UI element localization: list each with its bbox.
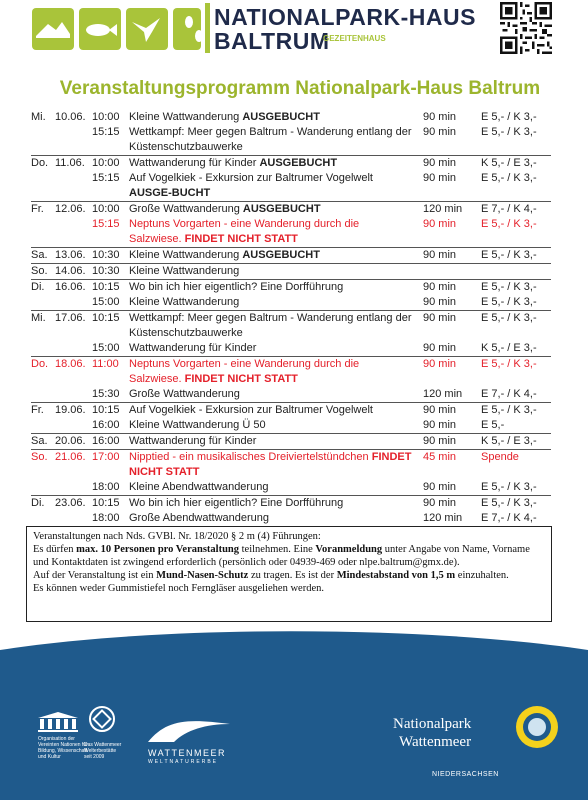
event-price: E 7,- / K 4,- [481, 203, 537, 215]
qr-code-icon [500, 2, 552, 54]
event-title-text: Wattwanderung für Kinder [129, 157, 260, 169]
schedule-row [31, 511, 551, 526]
event-day: Sa. [31, 249, 48, 261]
event-price: E 5,- / K 3,- [481, 218, 537, 230]
event-time: 10:30 [92, 265, 120, 277]
event-duration: 90 min [423, 296, 457, 308]
event-time: 17:00 [92, 451, 120, 463]
schedule-row [31, 495, 551, 511]
brand-location: BALTRUM [214, 28, 330, 54]
event-title [129, 311, 412, 341]
info-text: einzuhalten. [455, 570, 509, 581]
event-status-tag: AUSGEBUCHT [259, 157, 338, 169]
brand-subtitle: GEZEITENHAUS [323, 34, 386, 43]
event-price: E 5,- / K 3,- [481, 111, 537, 123]
event-duration: 90 min [423, 312, 457, 324]
schedule-row [31, 356, 551, 387]
schedule-row [31, 449, 551, 480]
event-duration: 90 min [423, 126, 457, 138]
event-title-text: Große Wattwanderung [129, 388, 240, 400]
event-duration: 90 min [423, 157, 457, 169]
event-date: 20.06. [55, 435, 86, 447]
event-date: 10.06. [55, 111, 86, 123]
event-title-text: Große Wattwanderung [129, 203, 243, 215]
event-time: 10:15 [92, 312, 120, 324]
event-price: E 5,- / K 3,- [481, 296, 537, 308]
info-text: zu tragen. Es ist der [248, 570, 337, 581]
event-day: So. [31, 451, 48, 463]
event-date: 23.06. [55, 497, 86, 509]
event-price: E 5,- / K 3,- [481, 358, 537, 370]
event-duration: 90 min [423, 342, 457, 354]
footprints-icon [173, 8, 201, 50]
event-title-text: Wettkampf: Meer gegen Baltrum - Wanderung entlang der Küstenschutzbauwerke [129, 312, 412, 339]
event-title [129, 202, 412, 217]
event-title [129, 387, 412, 402]
event-status-tag: FINDET NICHT STATT [129, 451, 412, 478]
event-title-text: Kleine Abendwattwanderung [129, 481, 269, 493]
event-time: 15:30 [92, 388, 120, 400]
info-emphasis: Voranmeldung [315, 544, 383, 555]
event-title-text: Kleine Wattwanderung Ü 50 [129, 419, 266, 431]
event-duration: 120 min [423, 203, 463, 215]
schedule-row [31, 263, 551, 279]
event-time: 10:30 [92, 249, 120, 261]
event-title [129, 295, 412, 310]
event-price: K 5,- / E 3,- [481, 435, 537, 447]
schedule-row [31, 110, 551, 125]
event-date: 12.06. [55, 203, 86, 215]
event-day: Sa. [31, 435, 48, 447]
wattenmeer-subtitle: WELTNATURERBE [148, 759, 218, 765]
event-time: 15:15 [92, 126, 120, 138]
event-title-text: Auf Vogelkiek - Exkursion zur Baltrumer Vogelwelt [129, 172, 373, 184]
event-duration: 90 min [423, 172, 457, 184]
info-emphasis: Mund-Nasen-Schutz [156, 570, 249, 581]
event-day: Fr. [31, 203, 44, 215]
event-status-tag: AUSGE-BUCHT [129, 187, 211, 199]
event-date: 14.06. [55, 265, 86, 277]
schedule-row [31, 433, 551, 449]
event-day: So. [31, 265, 48, 277]
event-time: 11:00 [92, 358, 119, 370]
event-title-text: Wo bin ich hier eigentlich? Eine Dorfführung [129, 497, 344, 509]
event-date: 19.06. [55, 404, 86, 416]
event-price: E 5,- / K 3,- [481, 312, 537, 324]
dune-icon [32, 8, 74, 50]
wattenmeer-title: WATTENMEER [148, 748, 226, 758]
schedule-row [31, 247, 551, 263]
info-paragraph [33, 569, 545, 582]
info-emphasis: Mindestabstand von 1,5 m [336, 570, 456, 581]
event-time: 10:15 [92, 497, 120, 509]
event-title [129, 341, 412, 356]
event-time: 10:15 [92, 404, 120, 416]
event-status-tag: AUSGEBUCHT [242, 249, 320, 261]
bird-icon [126, 8, 168, 50]
event-title-text: Neptuns Vorgarten - eine Wanderung durch die Salzwiese. [129, 358, 360, 385]
event-time: 18:00 [92, 512, 120, 524]
event-status-tag: AUSGEBUCHT [242, 203, 321, 215]
event-schedule [31, 110, 551, 526]
info-text: teilnehmen. Eine [239, 544, 316, 555]
schedule-row [31, 295, 551, 310]
wattenmeer-wave-icon [146, 716, 232, 746]
event-title [129, 480, 412, 495]
event-price: E 5,- / K 3,- [481, 172, 537, 184]
event-title [129, 248, 412, 263]
event-time: 15:15 [92, 218, 120, 230]
event-title [129, 125, 412, 155]
info-text: Es dürfen [33, 544, 77, 555]
event-title [129, 434, 412, 449]
schedule-row [31, 217, 551, 247]
event-time: 15:00 [92, 342, 120, 354]
fish-icon [79, 8, 121, 50]
info-text: unter Angabe von Name, Vorname und Kontaktdaten ist zwingend erforderlich (persönlich oder 04939-469 oder nlpe.baltrum@gmx.de). [33, 544, 530, 568]
schedule-row [31, 418, 551, 433]
event-price: E 5,- / K 3,- [481, 497, 537, 509]
event-title [129, 171, 412, 201]
event-date: 13.06. [55, 249, 86, 261]
event-duration: 90 min [423, 358, 457, 370]
event-title [129, 156, 412, 171]
event-title [129, 418, 412, 433]
event-price: E 5,- / K 3,- [481, 481, 537, 493]
info-text: Auf der Veranstaltung ist ein [33, 570, 157, 581]
event-time: 16:00 [92, 435, 120, 447]
event-title [129, 264, 412, 279]
header [0, 0, 588, 75]
event-duration: 90 min [423, 281, 457, 293]
event-time: 18:00 [92, 481, 120, 493]
event-duration: 90 min [423, 435, 457, 447]
schedule-row [31, 279, 551, 295]
event-time: 16:00 [92, 419, 120, 431]
info-box [26, 526, 552, 622]
event-title [129, 217, 412, 247]
event-duration: 90 min [423, 497, 457, 509]
event-day: Di. [31, 281, 45, 293]
schedule-row [31, 341, 551, 356]
event-duration: 90 min [423, 249, 457, 261]
info-paragraph [33, 543, 545, 569]
event-price: E 5,- [481, 419, 505, 431]
event-duration: 90 min [423, 404, 457, 416]
brand-divider [205, 3, 210, 53]
event-title-text: Kleine Wattwanderung [129, 265, 240, 277]
nationalpark-name: Nationalpark [393, 716, 472, 732]
event-price: E 5,- / K 3,- [481, 281, 537, 293]
event-day: Mi. [31, 111, 46, 123]
event-time: 15:15 [92, 172, 120, 184]
event-price: K 5,- / E 3,- [481, 342, 537, 354]
schedule-row [31, 201, 551, 217]
event-status-tag: AUSGEBUCHT [242, 111, 320, 123]
event-price: E 5,- / K 3,- [481, 404, 537, 416]
event-title-text: Wo bin ich hier eigentlich? Eine Dorfführung [129, 281, 344, 293]
event-duration: 90 min [423, 111, 457, 123]
event-time: 15:00 [92, 296, 120, 308]
event-status-tag: FINDET NICHT STATT [184, 233, 298, 245]
event-day: Do. [31, 358, 49, 370]
event-title-text: Wattwanderung für Kinder [129, 435, 257, 447]
event-title-text: Nipptied - ein musikalisches Dreiviertelstündchen [129, 451, 372, 463]
event-price: Spende [481, 451, 519, 463]
schedule-row [31, 480, 551, 495]
event-title [129, 280, 412, 295]
schedule-row [31, 387, 551, 402]
schedule-row [31, 125, 551, 155]
event-date: 16.06. [55, 281, 86, 293]
event-title [129, 496, 412, 511]
event-price: E 7,- / K 4,- [481, 388, 537, 400]
event-title-text: Wattwanderung für Kinder [129, 342, 257, 354]
event-title-text: Auf Vogelkiek - Exkursion zur Baltrumer Vogelwelt [129, 404, 373, 416]
info-line: Es können weder Gummistiefel noch Ferngläser ausgeliehen werden. [33, 583, 324, 594]
brand-name: NATIONALPARK-HAUS [214, 4, 476, 30]
info-line: Veranstaltungen nach Nds. GVBl. Nr. 18/2020 § 2 m (4) Führungen: [33, 531, 321, 542]
event-price: E 7,- / K 4,- [481, 512, 537, 524]
page-title: Veranstaltungsprogramm Nationalpark-Haus Baltrum [59, 78, 541, 99]
event-title-text: Große Abendwattwanderung [129, 512, 270, 524]
event-title [129, 511, 412, 526]
event-title [129, 403, 412, 418]
state-name: NIEDERSACHSEN [432, 771, 499, 778]
event-price: E 5,- / K 3,- [481, 126, 537, 138]
event-date: 11.06. [55, 157, 85, 169]
event-title [129, 450, 412, 480]
event-title [129, 357, 412, 387]
schedule-row [31, 155, 551, 171]
schedule-row [31, 310, 551, 341]
event-title-text: Kleine Wattwanderung [129, 249, 243, 261]
event-title-text: Kleine Wattwanderung [129, 111, 243, 123]
event-day: Di. [31, 497, 45, 509]
event-time: 10:15 [92, 281, 120, 293]
unesco-caption: Organisation der Vereinten Nationen für Bildung, Wissenschaft und Kultur [38, 736, 88, 760]
event-day: Fr. [31, 404, 44, 416]
event-title-text: Kleine Wattwanderung [129, 296, 240, 308]
event-date: 17.06. [55, 312, 86, 324]
event-time: 10:00 [92, 157, 120, 169]
event-duration: 45 min [423, 451, 457, 463]
event-price: E 5,- / K 3,- [481, 249, 537, 261]
world-heritage-caption: Das Wattenmeer Welterbestätte seit 2009 [84, 742, 122, 760]
info-emphasis: max. 10 Personen pro Veranstaltung [76, 544, 240, 555]
schedule-row [31, 171, 551, 201]
event-status-tag: FINDET NICHT STATT [184, 373, 298, 385]
event-duration: 90 min [423, 218, 457, 230]
schedule-row [31, 402, 551, 418]
event-time: 10:00 [92, 203, 120, 215]
event-day: Mi. [31, 312, 46, 324]
event-title-text: Wettkampf: Meer gegen Baltrum - Wanderung entlang der Küstenschutzbauwerke [129, 126, 412, 153]
event-date: 18.06. [55, 358, 86, 370]
nationalpark-logo-icon [515, 705, 559, 749]
event-duration: 90 min [423, 481, 457, 493]
unesco-logo-icon [36, 712, 80, 732]
nationalpark-region: Wattenmeer [399, 734, 472, 750]
world-heritage-icon [88, 705, 116, 733]
event-title [129, 110, 412, 125]
event-title-text: Neptuns Vorgarten - eine Wanderung durch die Salzwiese. [129, 218, 360, 245]
event-price: K 5,- / E 3,- [481, 157, 537, 169]
event-duration: 120 min [423, 512, 463, 524]
event-duration: 90 min [423, 419, 457, 431]
event-date: 21.06. [55, 451, 86, 463]
event-duration: 120 min [423, 388, 463, 400]
event-day: Do. [31, 157, 49, 169]
event-time: 10:00 [92, 111, 120, 123]
